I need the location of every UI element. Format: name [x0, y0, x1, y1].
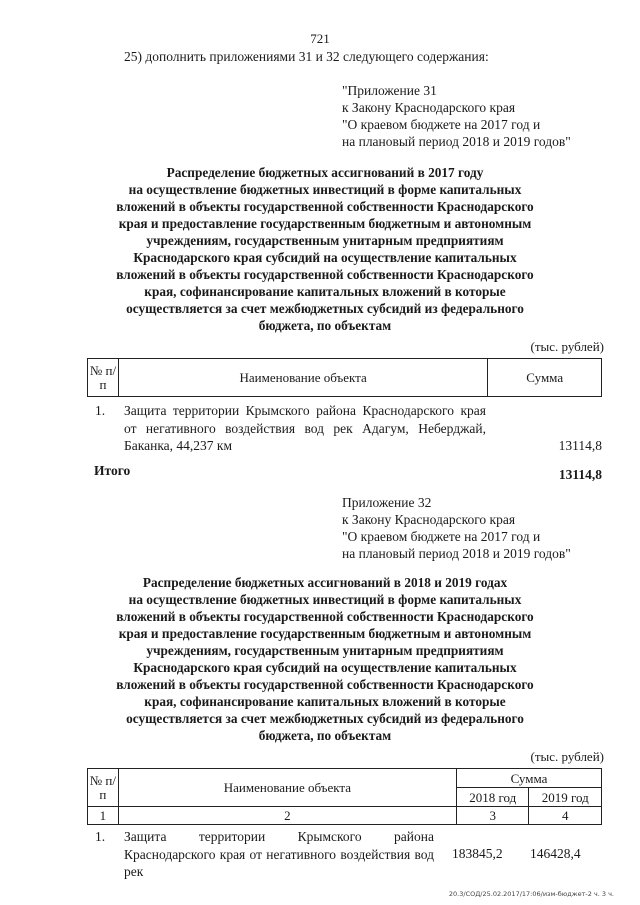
appendix-31-line: "Приложение 31 [342, 83, 437, 98]
appendix-32-line: на плановый период 2018 и 2019 годов" [342, 546, 571, 561]
column-index: 3 [456, 807, 529, 825]
row-name: Защита территории Крымского района Краснодарского края от негативного воздействия вод рек Адагум, Неберджай, Баканка, 44,237 км [124, 403, 486, 453]
page-number: 721 [310, 31, 330, 46]
col-name-header: Наименование объекта [118, 359, 487, 397]
row-sum-2018: 183845,2 [452, 846, 503, 861]
column-index: 1 [88, 807, 119, 825]
title-line: края, софинансирование капитальных вложений в которые [144, 694, 506, 709]
title-line: учреждениям, государственным унитарным предприятиям [146, 643, 504, 658]
appendix-31-line: к Закону Краснодарского края [342, 100, 516, 115]
title-line: Краснодарского края субсидий на осуществление капитальных [133, 660, 517, 675]
col-2018-header: 2018 год [456, 788, 529, 807]
title-line: осуществляется за счет межбюджетных субсидий из федерального [126, 301, 524, 316]
column-index: 4 [529, 807, 602, 825]
title-line: края и предоставление государственным бюджетным и автономным [118, 626, 532, 641]
title-line: Краснодарского края субсидий на осуществление капитальных [133, 250, 517, 265]
appendix-32-title [80, 574, 570, 744]
intro-text: 25) дополнить приложениями 31 и 32 следующего содержания: [124, 49, 489, 64]
appendix-32-line: "О краевом бюджете на 2017 год и [342, 529, 541, 544]
total-value: 13114,8 [558, 467, 602, 482]
appendix-32-line: к Закону Краснодарского края [342, 512, 516, 527]
title-line: учреждениям, государственным унитарным предприятиям [146, 233, 504, 248]
table-header-row [88, 769, 602, 788]
title-line: Распределение бюджетных ассигнований в 2018 и 2019 годах [142, 575, 508, 590]
col-num-header: № п/п [88, 359, 119, 397]
appendix-32-header [342, 494, 571, 562]
appendix-32-table [87, 768, 602, 825]
units-label: (тыс. рублей) [530, 749, 604, 764]
title-line: бюджета, по объектам [258, 728, 392, 743]
title-line: на осуществление бюджетных инвестиций в форме капитальных [128, 182, 522, 197]
row-sum-2019: 146428,4 [530, 846, 581, 861]
title-line: Распределение бюджетных ассигнований в 2017 году [166, 165, 484, 180]
title-line: на осуществление бюджетных инвестиций в форме капитальных [128, 592, 522, 607]
column-index: 2 [118, 807, 456, 825]
col-sum-header: Сумма [488, 359, 602, 397]
appendix-31-title [80, 164, 570, 334]
units-label: (тыс. рублей) [530, 339, 604, 354]
title-line: осуществляется за счет межбюджетных субсидий из федерального [126, 711, 524, 726]
total-label: Итого [94, 463, 131, 478]
row-number: 1. [95, 829, 106, 844]
col-name-header: Наименование объекта [118, 769, 456, 807]
title-line: бюджета, по объектам [258, 318, 392, 333]
title-line: вложений в объекты государственной собственности Краснодарского [116, 609, 534, 624]
col-2019-header: 2019 год [529, 788, 602, 807]
appendix-31-line: "О краевом бюджете на 2017 год и [342, 117, 541, 132]
title-line: края и предоставление государственным бюджетным и автономным [118, 216, 532, 231]
appendix-31-line: на плановый период 2018 и 2019 годов" [342, 134, 571, 149]
row-sum: 13114,8 [558, 438, 602, 453]
appendix-31-header [342, 82, 571, 150]
row-number: 1. [95, 403, 106, 418]
col-sum-header: Сумма [456, 769, 601, 788]
title-line: вложений в объекты государственной собственности Краснодарского [116, 199, 534, 214]
title-line: вложений в объекты государственной собственности Краснодарского [116, 267, 534, 282]
column-index-row [88, 807, 602, 825]
title-line: вложений в объекты государственной собственности Краснодарского [116, 677, 534, 692]
appendix-31-table [87, 358, 602, 397]
row-name: Защита территории Крымского района Краснодарского края от негативного воздействия вод рек [124, 829, 434, 879]
col-num-header: № п/п [88, 769, 119, 807]
table-header-row [88, 359, 602, 397]
title-line: края, софинансирование капитальных вложений в которые [144, 284, 506, 299]
footer-code: 20.3/СОД/25.02.2017/17:06/изм-бюджет-2 ч. 3 ч. [448, 890, 614, 898]
appendix-32-line: Приложение 32 [342, 495, 432, 510]
